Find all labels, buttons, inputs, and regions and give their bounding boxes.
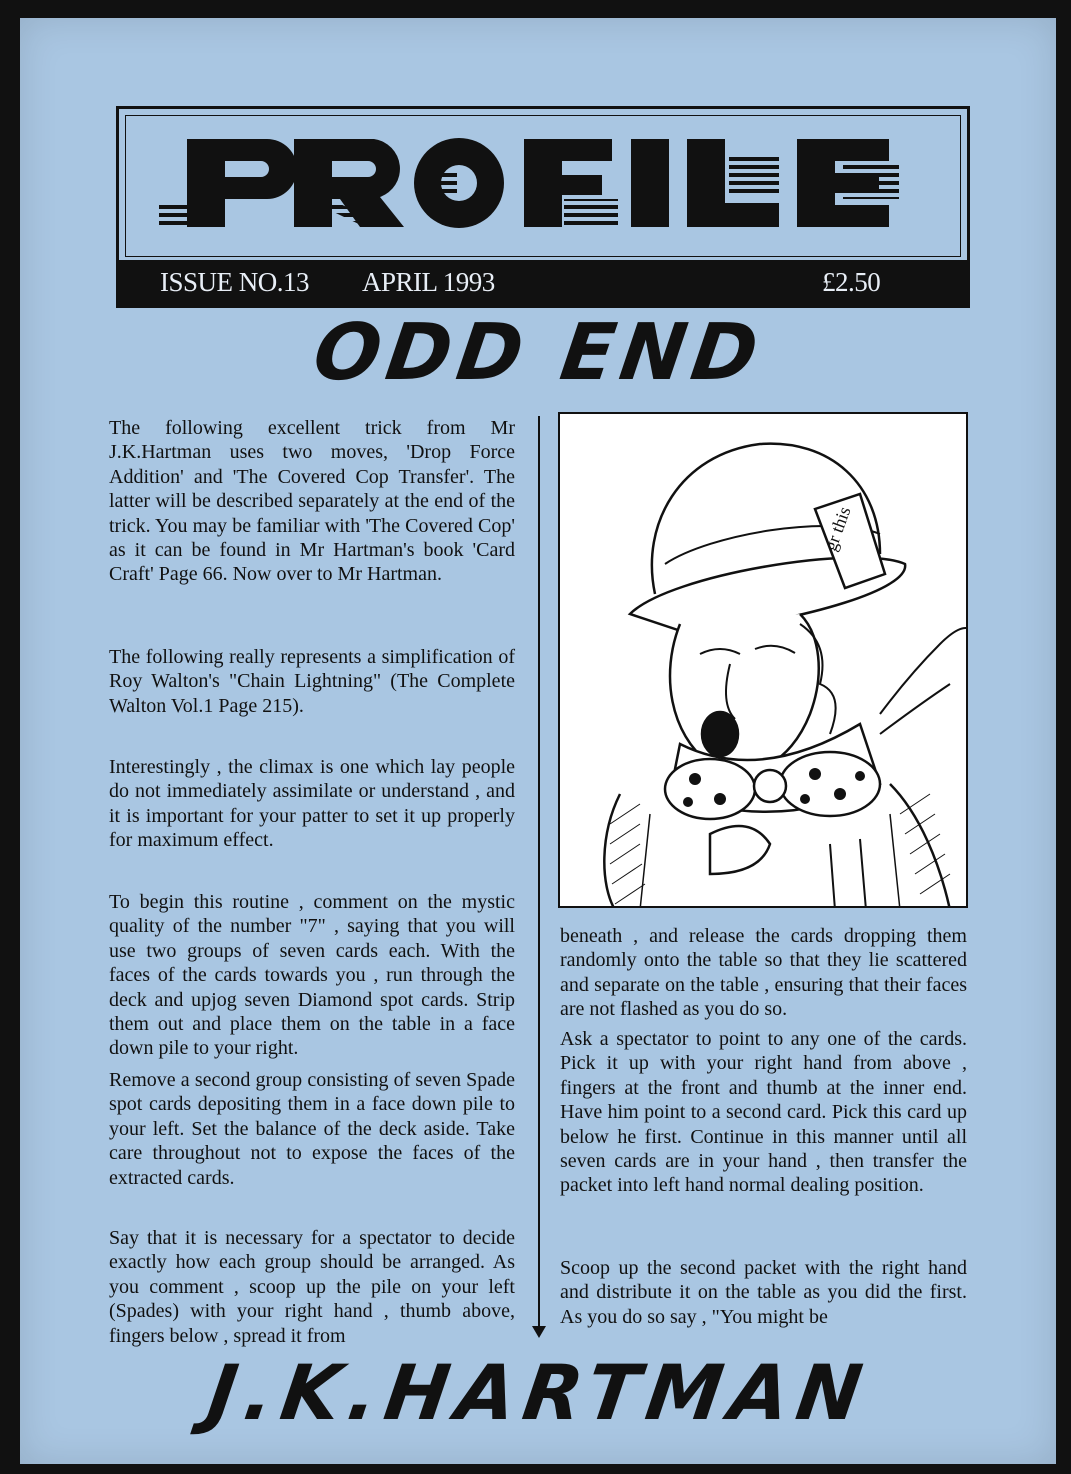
left-column-p3	[109, 755, 515, 853]
left-column-p2	[109, 645, 515, 718]
magazine-page	[20, 18, 1056, 1464]
mad-hatter-illustration	[558, 412, 968, 908]
continue-arrow-icon	[532, 1326, 546, 1338]
left-column-p1	[109, 416, 515, 587]
author-byline: J.K.HARTMAN	[202, 1348, 876, 1437]
profile-logo	[119, 109, 973, 269]
hat-tag-text: gr this	[820, 503, 855, 554]
paragraph: Scoop up the second packet with the right hand and distribute it on the table as you did the first. As you do so say , "You might be	[560, 1257, 967, 1328]
left-column-p4	[109, 890, 515, 1061]
paragraph: The following really represents a simplification of Roy Walton's "Chain Lightning" (The Complete Walton Vol.1 Page 215).	[109, 646, 515, 717]
paragraph: Remove a second group consisting of seven Spade spot cards depositing them in a face down pile to your left. Set the balance of the deck aside. Take care throughout not to expose the faces of the extracted cards.	[109, 1069, 515, 1189]
issue-date: APRIL 1993	[362, 267, 495, 297]
paragraph: The following excellent trick from Mr J.K.Hartman uses two moves, 'Drop Force Addition' and 'The Covered Cop Transfer'. The latter will be described separately at the end of the trick. You may be familiar with 'The Covered Cop' as it can be found in Mr Hartman's book 'Card Craft' Page 66. Now over to Mr Hartman.	[109, 417, 515, 586]
paragraph: Say that it is necessary for a spectator to decide exactly how each group should be arranged. As you comment , scoop up the pile on your left (Spades) with your right hand , thumb above, fingers below , spread it from	[109, 1227, 515, 1347]
masthead	[116, 106, 970, 266]
right-column-p2	[560, 1027, 967, 1198]
column-divider	[538, 416, 540, 1332]
issue-price: £2.50	[822, 267, 881, 297]
issue-bar	[116, 260, 970, 308]
right-column-p3	[560, 1256, 967, 1329]
paragraph: beneath , and release the cards dropping them randomly onto the table so that they lie scattered and separate on the table , ensuring that their faces are not flashed as you do so.	[560, 925, 967, 1021]
paragraph: To begin this routine , comment on the mystic quality of the number "7" , saying that you will use two groups of seven cards each. With the faces of the cards towards you , run through the deck and upjog seven Diamond spot cards. Strip them out and place them on the table in a face down pile to your right.	[109, 891, 515, 1060]
issue-number: ISSUE NO.13	[160, 267, 310, 297]
left-column-p5	[109, 1068, 515, 1190]
paragraph: Interestingly , the climax is one which lay people do not immediately assimilate or understand , and it is important for your patter to set it up properly for maximum effect.	[109, 756, 515, 852]
article-headline: ODD END	[308, 308, 770, 398]
right-column-p1	[560, 924, 967, 1022]
left-column-p6	[109, 1226, 515, 1348]
paragraph: Ask a spectator to point to any one of the cards. Pick it up with your right hand from above , fingers at the front and thumb at the inner end. Have him point to a second card. Pick this card up below he first. Continue in this manner until all seven cards are in your hand , then transfer the packet into left hand normal dealing position.	[560, 1028, 967, 1197]
